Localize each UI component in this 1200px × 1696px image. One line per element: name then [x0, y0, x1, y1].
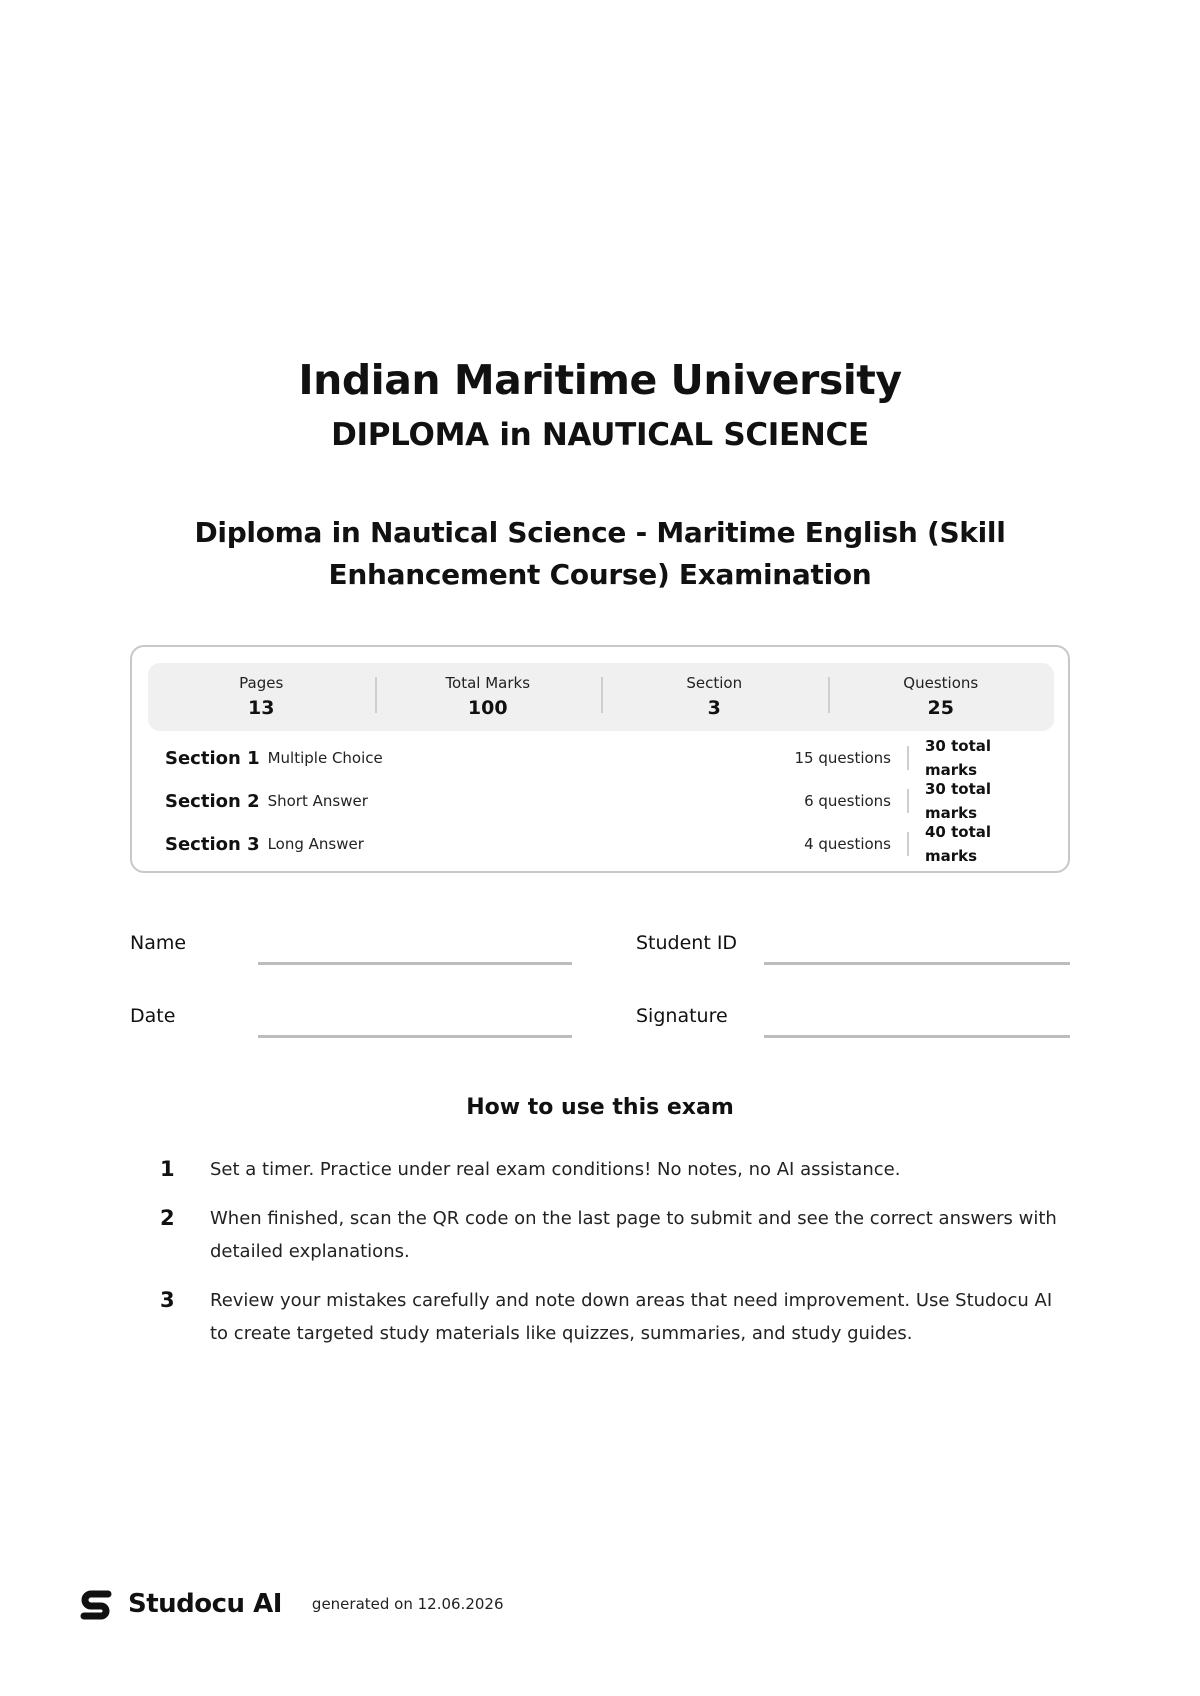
- name-label: Name: [130, 932, 187, 954]
- exam-title: Diploma in Nautical Science - Maritime English (Skill Enhancement Course) Examination: [194, 516, 1006, 591]
- section-row: [165, 737, 1037, 779]
- step-text: When finished, scan the QR code on the last page to submit and see the correct answers with detailed explanations.: [210, 1208, 1057, 1262]
- name-field: [130, 926, 572, 966]
- howto-step: [160, 1284, 1060, 1350]
- footer: [78, 1584, 504, 1624]
- signature-label: Signature: [636, 1005, 728, 1027]
- section-row: [165, 823, 1037, 865]
- section-marks: 30 total marks: [925, 780, 992, 822]
- howto-steps: [160, 1153, 1060, 1366]
- stat-section: [601, 673, 828, 721]
- section-name: Section 1: [165, 747, 260, 769]
- university-title: Indian Maritime University: [298, 356, 902, 404]
- section-name: Section 3: [165, 833, 260, 855]
- howto-step: [160, 1153, 1060, 1186]
- name-line[interactable]: [258, 962, 572, 965]
- section-type: Short Answer: [267, 792, 368, 810]
- stat-questions: [828, 673, 1055, 721]
- step-number: 1: [160, 1157, 175, 1181]
- student-id-label: Student ID: [636, 932, 738, 954]
- studocu-logo-icon: [78, 1586, 114, 1622]
- date-line[interactable]: [258, 1035, 572, 1038]
- section-type: Multiple Choice: [267, 749, 383, 767]
- stat-value: 13: [248, 697, 275, 719]
- generated-date: generated on 12.06.2026: [311, 1595, 504, 1613]
- section-type: Long Answer: [267, 835, 364, 853]
- signature-field: [636, 999, 1070, 1039]
- signature-line[interactable]: [764, 1035, 1070, 1038]
- exam-stats-bar: [148, 663, 1054, 731]
- howto-title: How to use this exam: [466, 1095, 734, 1120]
- exam-summary-card: [130, 645, 1070, 873]
- stat-total-marks: [375, 673, 602, 721]
- step-text: Set a timer. Practice under real exam conditions! No notes, no AI assistance.: [210, 1159, 901, 1180]
- date-label: Date: [130, 1005, 176, 1027]
- section-question-count: 4 questions: [804, 832, 909, 856]
- section-question-count: 6 questions: [804, 789, 909, 813]
- student-id-line[interactable]: [764, 962, 1070, 965]
- stat-pages: [148, 673, 375, 721]
- brand-name: Studocu AI: [128, 1589, 282, 1619]
- section-question-count: 15 questions: [795, 746, 909, 770]
- stat-label: Total Marks: [445, 674, 531, 692]
- stat-value: 25: [927, 697, 954, 719]
- program-title: DIPLOMA in NAUTICAL SCIENCE: [331, 417, 869, 453]
- step-number: 3: [160, 1288, 175, 1312]
- step-number: 2: [160, 1206, 175, 1230]
- stat-value: 100: [467, 697, 508, 719]
- section-marks: 40 total marks: [925, 823, 992, 865]
- section-name: Section 2: [165, 790, 260, 812]
- page-header: [0, 355, 1200, 455]
- date-field: [130, 999, 572, 1039]
- stat-label: Questions: [903, 674, 979, 692]
- section-marks: 30 total marks: [925, 737, 992, 779]
- stat-value: 3: [707, 697, 721, 719]
- section-row: [165, 780, 1037, 822]
- step-text: Review your mistakes carefully and note down areas that need improvement. Use Studocu AI to create targeted study materials like quizzes, summaries, and study guides.: [210, 1290, 1053, 1344]
- stat-label: Pages: [239, 674, 284, 692]
- howto-step: [160, 1202, 1060, 1268]
- student-id-field: [636, 926, 1070, 966]
- stat-label: Section: [686, 674, 743, 692]
